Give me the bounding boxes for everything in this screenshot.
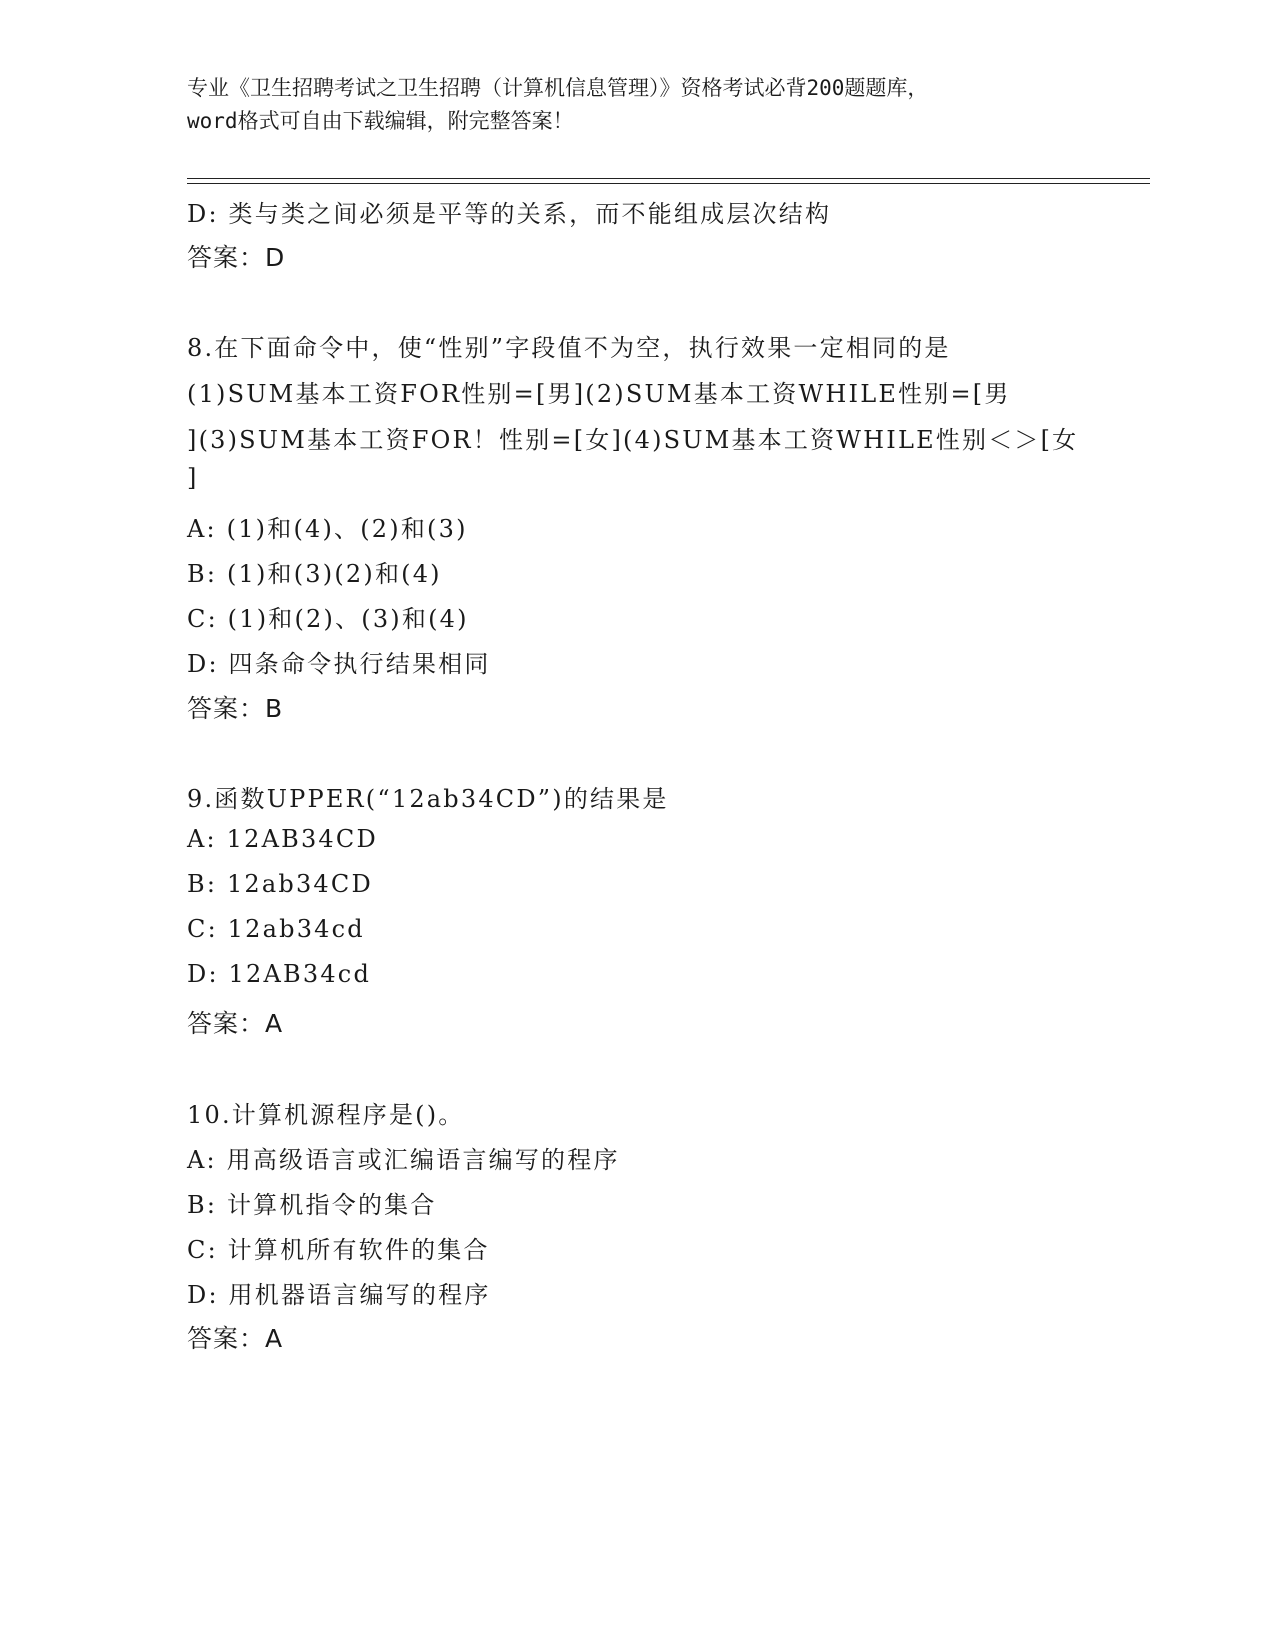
page-header [187, 72, 1087, 138]
q10-option-c: C: 计算机所有软件的集合 [187, 1236, 490, 1264]
prev-answer: 答案：D [187, 243, 286, 272]
q8-stem-line-2: (1)SUM基本工资FOR性别=[男](2)SUM基本工资WHILE性别=[男 [187, 380, 1011, 408]
q9-option-a: A: 12AB34CD [187, 825, 378, 853]
q8-option-c: C: (1)和(2)、(3)和(4) [187, 605, 469, 633]
q8-option-a: A: (1)和(4)、(2)和(3) [187, 515, 468, 543]
header-line-1: 专业《卫生招聘考试之卫生招聘（计算机信息管理）》资格考试必背200题题库， [187, 76, 929, 100]
q8-stem-line-4: ] [187, 464, 199, 492]
q9-option-c: C: 12ab34cd [187, 915, 365, 943]
q9-stem: 9.函数UPPER(“12ab34CD”)的结果是 [187, 785, 669, 813]
q10-stem: 10.计算机源程序是()。 [187, 1101, 465, 1129]
q8-stem-line-3: ](3)SUM基本工资FOR！性别=[女](4)SUM基本工资WHILE性别＜＞[女 [187, 426, 1079, 454]
q10-option-d: D: 用机器语言编写的程序 [187, 1281, 491, 1309]
q10-option-b: B: 计算机指令的集合 [187, 1191, 437, 1219]
q8-stem-line-1: 8.在下面命令中，使“性别”字段值不为空，执行效果一定相同的是 [187, 334, 951, 362]
q9-option-d: D: 12AB34cd [187, 960, 372, 988]
q9-option-b: B: 12ab34CD [187, 870, 373, 898]
header-divider [187, 183, 1150, 184]
q10-answer: 答案：A [187, 1324, 284, 1353]
q8-option-d: D: 四条命令执行结果相同 [187, 650, 491, 678]
q9-answer: 答案：A [187, 1009, 284, 1038]
header-line-2: word格式可自由下载编辑，附完整答案！ [187, 109, 574, 133]
q8-answer: 答案：B [187, 694, 284, 723]
prev-option-d: D: 类与类之间必须是平等的关系，而不能组成层次结构 [187, 200, 832, 228]
q10-option-a: A: 用高级语言或汇编语言编写的程序 [187, 1146, 620, 1174]
q8-option-b: B: (1)和(3)(2)和(4) [187, 560, 442, 588]
header-divider [187, 178, 1150, 179]
